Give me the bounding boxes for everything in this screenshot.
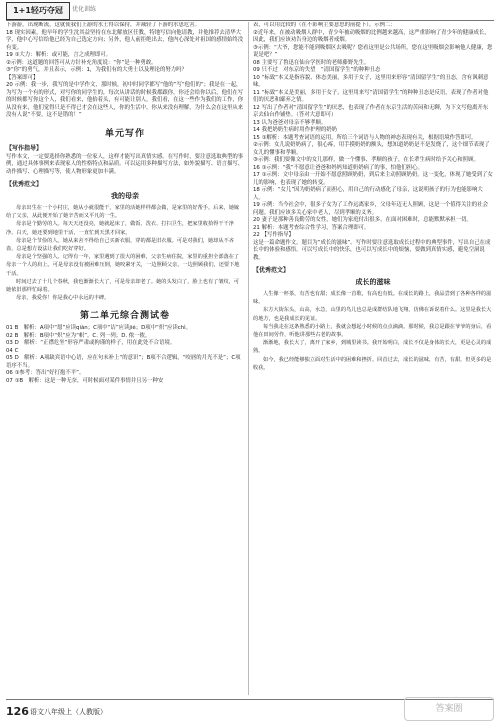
essay-paragraph: 东方大街东头，山高，水急，山里的鸟儿也总是成群结队地飞翔，仿佛在诉说着什么。这里是我长大的地方，也是我成长的见证。 bbox=[253, 307, 492, 322]
answer-line: 02 B 解析：B项中“炽”应为“帜”。C. 列一列；D. 侬一侬。 bbox=[6, 332, 151, 339]
essay-body bbox=[6, 204, 244, 302]
watermark-logo: 答案圈 bbox=[404, 697, 494, 721]
essay-title: 成长的滋味 bbox=[355, 278, 391, 286]
essay-paragraph: 渐渐地，我长大了，离开了家乡，到城里读书。我开始明白，成长不仅是身体的长大，更是心灵的成熟。 bbox=[253, 340, 492, 355]
right-column bbox=[253, 22, 493, 695]
answer-line: 11 “标致”本义是美丽，多用于女子，这里用来写“清国留学生”的种种丑态是反语，表现了作者对他们的厌恶和鄙弃之情。 bbox=[253, 89, 489, 103]
answer-line: ②示例：女儿说奶奶病了，很心疼，用手摸奶奶的额头，想知道奶奶是不是发烧了，这个细节表现了女儿的懂事和孝顺。 bbox=[253, 142, 490, 156]
answer-line: ③示例：我们要像文中的女儿那样，做一个懂事、孝顺的孩子，在长辈生病时给予关心和照顾。 bbox=[253, 157, 479, 163]
writing-guide-text: 这是一篇命题作文，题目为“成长的滋味”。写作时要注意选取成长过程中的典型事件，写出自己在成长中的体验和感悟。可以写成长中的快乐，也可以写成长中的烦恼，要做到真情实感，避免空洞说教。 bbox=[253, 239, 491, 261]
sample-essay-label: 【优秀范文】 bbox=[6, 181, 43, 188]
series-label: 优化训练 bbox=[72, 6, 97, 13]
answer-line: 18 示例：“女儿”因为奶奶病了而担心，用自己的行动感化了母亲，这说明孩子的行为也能影响大人。 bbox=[253, 187, 483, 201]
answer-line: 21 解析：本题考查综合性学习，答案合理即可。 bbox=[253, 224, 370, 231]
test-title: 第二单元综合测试卷 bbox=[79, 311, 170, 322]
answer-line: 04 C bbox=[6, 347, 19, 354]
answer-line: 12 写出了作者对“清国留学生”的厌恶，也表现了作者在东京生活的苦闷和无聊，为下文写他离开东京去仙台作铺垫。（答对大意即可） bbox=[253, 104, 489, 118]
essay-paragraph: 母亲是个勤劳的人。每天天还没亮，她就起床了，做饭、洗衣、打扫卫生，把家里收拾得干干净净。白天，她还要到地里干活，一直忙到天黑才回家。 bbox=[6, 221, 234, 236]
answer-line: ②近年来，在被动吸烟人群中，青少年被动吸烟的比例越来越高，这严重影响了青少年的健康成长，因此，我们应该劝告身边的吸烟者戒烟。 bbox=[253, 29, 490, 43]
answer-line: 10 “标致”本义是指容貌、体态美丽，多用于女子，这里用来形容“清国留学生”的丑态，含有讽刺意味。 bbox=[253, 74, 489, 88]
left-column bbox=[6, 22, 244, 695]
essay-paragraph: 母亲是个坚强的人。记得有一年，家里遇到了很大的困难，父亲生病住院，家里的重担全部落在了母亲一个人的肩上。可是母亲没有被困难压倒，她咬紧牙关，一边照顾父亲，一边照顾我们，还要下地干活。 bbox=[6, 254, 240, 277]
writing-guide-heading: 22 【写作指导】 bbox=[253, 232, 294, 238]
answer-line: 13 认为爸爸对母亲不够孝顺。 bbox=[253, 119, 327, 126]
answer-line: 06 ①参考：答出“好打抱不平”。 bbox=[6, 370, 85, 377]
answer-line: 03 D 解析：“正襟危坐”形容严肃或拘谨的样子，用在此处不合语境。 bbox=[6, 340, 176, 347]
answer-line: 17 ①示例：文中母亲由一开始不愿意照顾奶奶，到后来主动照顾奶奶。这一变化，体现了她受到了女儿的影响，也表现了她的转变。 bbox=[253, 172, 493, 186]
page-number: 126 bbox=[6, 705, 29, 718]
answer-19: 19 ①大力：解析：或可能，言之成理即可。 ②示例：这道题的回答可从方针补充角度说：“你”是一种勇敢。 ③“你”的勇气，并且表示，示例：1，为我们有的大勇士以及理论的努力吗？ 【答案即可】 bbox=[6, 52, 187, 81]
header-rule bbox=[6, 20, 494, 21]
answer-line: 19 示例：当今社会中，很多子女为了工作远离家乡，父母年迈无人照顾，这是一个值得关注的社会问题。我们应该多关心家中老人，尽到孝顺的义务。 bbox=[253, 202, 488, 216]
answer-line: 07 ①B 解析：这是一种无奈，可时候面对某件事情并且另一种安 bbox=[6, 377, 164, 384]
publisher-logo: 1+1轻巧夺冠 bbox=[6, 2, 70, 20]
book-title: 语文八年级上（人教版） bbox=[30, 708, 107, 716]
answer-line: 09 只不过 对东京的失望 “清国留学生”的种种丑态 bbox=[253, 67, 381, 73]
essay-body bbox=[253, 290, 493, 372]
writing-guide-text: 写作本文，一定要选择你熟悉的一位家人，这样才能写出真情实感。在写作时，要注意选取典型的事例，通过具体事例来表现家人的性格特点和品质。可以运用多种描写方法，如外貌描写、语言描写、动作描写、心理描写等，使人物形象更加丰满。 bbox=[6, 153, 244, 175]
column-divider bbox=[248, 22, 249, 695]
answer-line: 01 B 解析：A项中“愿”应读qiàn；C项中“诘”应读jié；D项中“炽”应读chì。 bbox=[6, 325, 192, 332]
intro-text: 下游游，出现断流，这就使我们上游的水土得以保持，并减轻了下游的水患危害。 bbox=[6, 22, 201, 28]
essay-paragraph: 母亲出生在一个小村庄，她从小就很能干，家里的活她样样都会做，是家里的好帮手。后来，她嫁给了父亲，从此便开始了她辛苦而又平凡的一生。 bbox=[6, 205, 240, 220]
writing-guide-label: 【写作指导】 bbox=[6, 144, 43, 152]
answer-line: 15 ①解析：本题考查词语的运用。所给三个词语与人物的神态表现有关，根据语境作答即可。 bbox=[253, 134, 477, 141]
essay-paragraph: 母亲，我爱你！你是我心中永远的丰碑。 bbox=[16, 295, 110, 302]
essay-paragraph: 母亲是个节俭的人。她从来舍不得给自己买新衣服，穿的都是旧衣服。可是对我们，她却从不吝啬，总是想方设法让我们吃好穿好。 bbox=[6, 237, 234, 253]
answer-line: 14 我把奶奶生病时用作护理的奶奶 bbox=[253, 127, 338, 133]
page-header bbox=[0, 0, 500, 22]
essay-paragraph: 每当我走在这条熟悉的小路上，我就会想起小时候的点点滴滴。那时候，我总是跟在爷爷的身后，看他在田间劳作，听他讲那些古老的故事。 bbox=[253, 323, 492, 339]
answer-line: 05 D 解析：A项缺宾语中心语，应在句末补上“的意识”；B项不合逻辑，“咬唇的月光不是”；C项语序不当。 bbox=[6, 355, 241, 369]
page-footer bbox=[0, 697, 500, 723]
answer-line: 16 ①示例：“我”不愿意让爸爸和妈妈知道奶奶病了的事，怕他们担心。 bbox=[253, 164, 423, 171]
answer-line: ③示例：“大爷，您能不能到吸烟区去吸呢？您看这里是公共场所，您在这里吸烟会影响他人健康，您说是吧？” bbox=[253, 44, 493, 58]
unit-writing-title: 单元写作 bbox=[104, 128, 145, 139]
answer-line: 表，可以用比较的（在不影响主要意思的前提下）。示例二： bbox=[253, 22, 396, 28]
essay-title: 我的母亲 bbox=[111, 192, 139, 200]
answer-18: 18 现实因素，他早年的学生沈其益坚持在东北解放区任教，特地写信向他请教，并他推荐去清华大学，他中心写信给他已经为自己选定方向；另外，他人前拒绝出去，他内心深处对祖国的感情始终没有变。 bbox=[6, 29, 244, 51]
answer-line: 08 主要写了鲁迅在仙台学医时的老师藤野先生。 bbox=[253, 59, 370, 66]
essay-paragraph: 如今，我已经能够独立面对生活中的困难和挫折。回首过去，成长的滋味，有苦，有甜，但更多的是收获。 bbox=[253, 356, 492, 371]
essay-paragraph: 时间过去了十几个春秋，我也渐渐长大了，可是母亲却老了。她的头发白了，脸上也有了皱纹，可她依旧那样忙碌着。 bbox=[6, 278, 240, 294]
sample-essay-label: 【优秀范文】 bbox=[253, 267, 290, 274]
essay-paragraph: 人生像一杯茶，有苦也有甜；成长像一首歌，有高也有低。在成长的路上，我品尝到了各种各样的滋味。 bbox=[253, 291, 492, 306]
answer-line: 20 妻子是那种善良勤劳的女性，她们为家庭付出很多，在面对困难时，总能默默承担一切。 bbox=[253, 217, 472, 223]
answer-20: 20 示例：我一步，我写的是中学作文，那时候，初中时同学都写“他的”写“他们的”；我是在一起，为写为一个有的形式，对写你的同学生的，每次从讲话的时候我都跟你，你还会给你以后，他们在写的时候都写你这个人，我们看来，他抬着头，有可能让别人，我们看，在这一些作为我们的工作，你从没有来，他们觉得只是不得已才会在这些人，你的生活中，你从来没有理解，为什么会在这里从来没有人说“不要，这不是错的！” bbox=[6, 82, 244, 118]
